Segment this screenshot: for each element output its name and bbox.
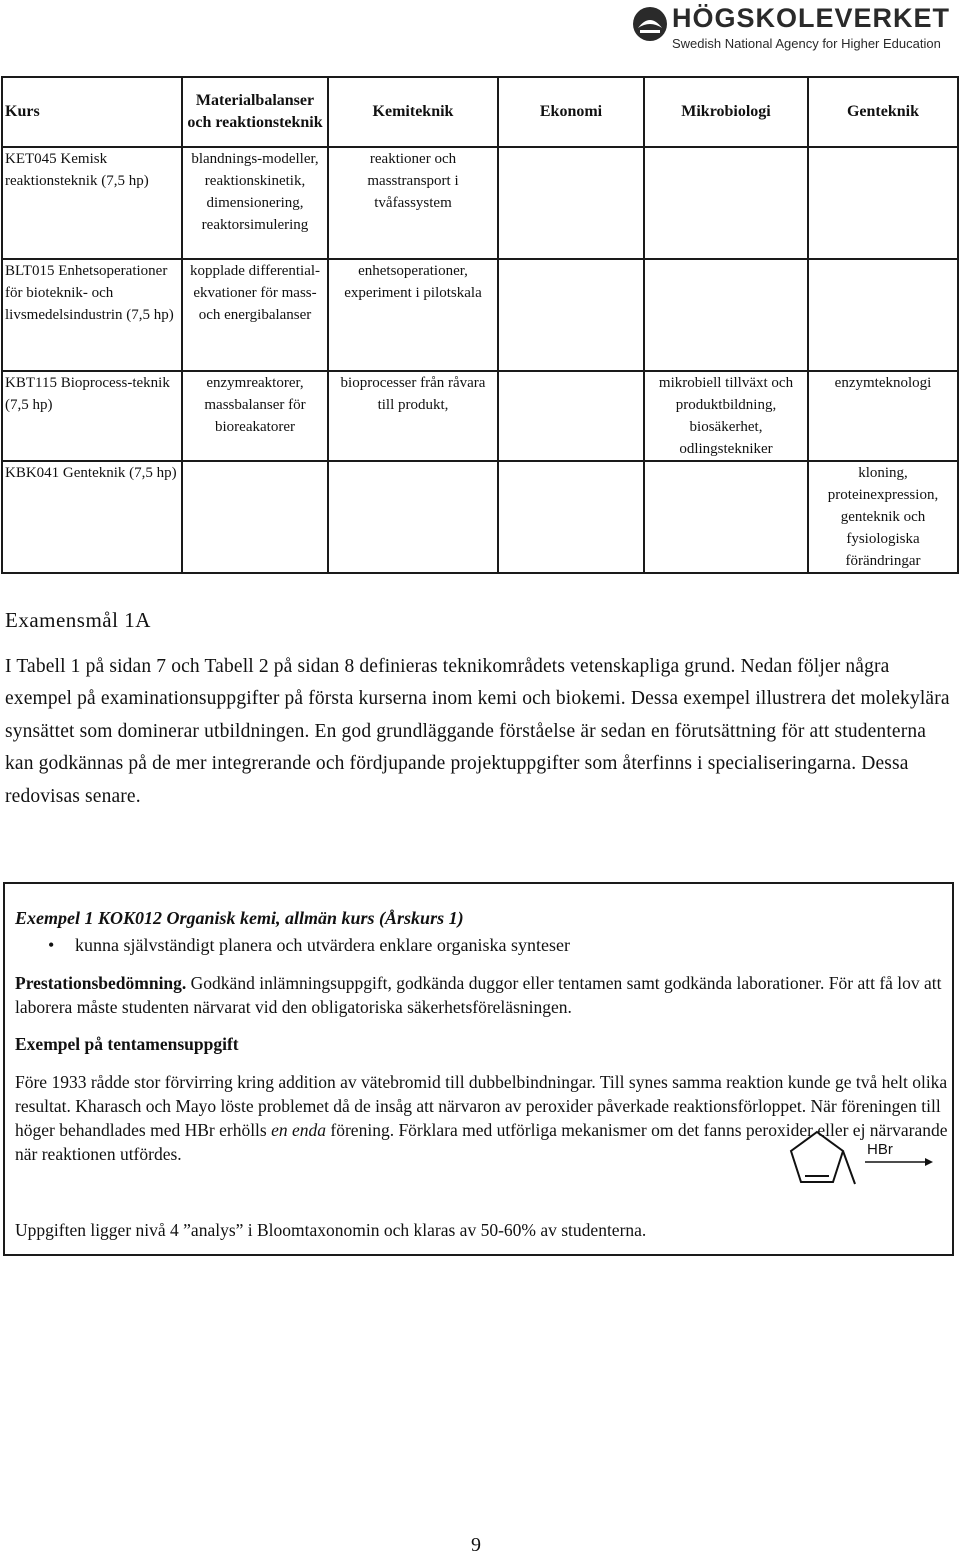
ekonomi-cell bbox=[498, 461, 644, 573]
genteknik-cell bbox=[808, 147, 958, 259]
table-header-row bbox=[2, 77, 958, 147]
table-row bbox=[2, 371, 958, 461]
logo-subtitle: Swedish National Agency for Higher Education bbox=[672, 36, 941, 51]
header-genteknik: Genteknik bbox=[808, 77, 958, 147]
table-row bbox=[2, 147, 958, 259]
course-cell: KBT115 Bioprocess-teknik (7,5 hp) bbox=[2, 371, 182, 461]
materialbalanser-cell bbox=[182, 461, 328, 573]
exam-heading: Exempel på tentamensuppgift bbox=[15, 1034, 239, 1054]
materialbalanser-cell: kopplade differential-ekvationer för mass- och energibalanser bbox=[182, 259, 328, 371]
page-number: 9 bbox=[471, 1534, 481, 1556]
example-box bbox=[3, 882, 954, 1256]
course-table bbox=[1, 76, 959, 574]
kemiteknik-cell bbox=[328, 461, 498, 573]
assessment-label: Prestationsbedömning. bbox=[15, 973, 187, 993]
logo-name: HÖGSKOLEVERKET bbox=[672, 3, 951, 33]
ekonomi-cell bbox=[498, 371, 644, 461]
header-kurs: Kurs bbox=[2, 77, 182, 147]
header-materialbalanser: Materialbalanser och reaktionsteknik bbox=[182, 77, 328, 147]
exam-text-1: Före 1933 rådde stor förvirring kring addition av vätebromid till dubbelbindningar. Till synes samma reaktion kunde ge två helt olika resultat. Kharasch och Mayo löste problemet då de insåg att närvaron av peroxider påverkade reaktionsförloppet. När föreningen till höger behandlades med HBr erhölls bbox=[15, 1072, 948, 1140]
genteknik-cell: enzymteknologi bbox=[808, 371, 958, 461]
course-cell: KET045 Kemisk reaktionsteknik (7,5 hp) bbox=[2, 147, 182, 259]
mikrobiologi-cell bbox=[644, 461, 808, 573]
header-ekonomi: Ekonomi bbox=[498, 77, 644, 147]
genteknik-cell bbox=[808, 259, 958, 371]
course-cell: BLT015 Enhetsoperationer för bioteknik- och livsmedelsindustrin (7,5 hp) bbox=[2, 259, 182, 371]
section-paragraph: I Tabell 1 på sidan 7 och Tabell 2 på sidan 8 definieras teknikområdets vetenskapliga grund. Nedan följer några exempel på examinationsuppgifter på första kurserna inom kemi och biokemi. Dessa exempel illustrera det molekylära synsättet som dominerar utbildningen. En god grundläggande förståelse är sedan en förutsättning för att studenterna kan godkännas på de mer integrerande och fördjupande projektuppgifter som återfinns i specialiseringarna. Dessa redovisas senare. bbox=[5, 656, 950, 807]
kemiteknik-cell: enhetsoperationer, experiment i pilotskala bbox=[328, 259, 498, 371]
agency-emblem-icon bbox=[632, 2, 668, 46]
exam-text-2: förening. Förklara med utförliga mekanismer om det fanns peroxider eller ej närvarande när reaktionen utfördes. bbox=[15, 1120, 948, 1164]
exam-italic: en enda bbox=[271, 1120, 327, 1140]
materialbalanser-cell: enzymreaktorer, massbalanser för bioreakatorer bbox=[182, 371, 328, 461]
kemiteknik-cell: bioprocesser från råvara till produkt, bbox=[328, 371, 498, 461]
ekonomi-cell bbox=[498, 147, 644, 259]
table-row bbox=[2, 461, 958, 573]
section-title: Examensmål 1A bbox=[5, 608, 151, 632]
cyclopentene-structure-icon bbox=[775, 1124, 935, 1214]
assessment-text: Godkänd inlämningsuppgift, godkända duggor eller tentamen samt godkända laborationer. För att få lov att laborera måste studenten närvarat vid den obligatoriska säkerhetsföreläsningen. bbox=[15, 973, 942, 1017]
reagent-label: HBr bbox=[867, 1141, 893, 1158]
course-cell: KBK041 Genteknik (7,5 hp) bbox=[2, 461, 182, 573]
header-kemiteknik: Kemiteknik bbox=[328, 77, 498, 147]
mikrobiologi-cell bbox=[644, 147, 808, 259]
genteknik-cell: kloning, proteinexpression, genteknik och fysiologiska förändringar bbox=[808, 461, 958, 573]
bullet-icon: • bbox=[48, 935, 55, 955]
example-bullet: kunna självständigt planera och utvärdera enklare organiska synteser bbox=[75, 935, 570, 955]
kemiteknik-cell: reaktioner och masstransport i tvåfassystem bbox=[328, 147, 498, 259]
hogskoleverket-logo bbox=[632, 2, 960, 54]
assessment-paragraph bbox=[15, 971, 945, 1019]
level-text: Uppgiften ligger nivå 4 ”analys” i Bloomtaxonomin och klaras av 50-60% av studenterna. bbox=[15, 1220, 647, 1240]
materialbalanser-cell: blandnings-modeller, reaktionskinetik, dimensionering, reaktorsimulering bbox=[182, 147, 328, 259]
ekonomi-cell bbox=[498, 259, 644, 371]
mikrobiologi-cell bbox=[644, 259, 808, 371]
table-row bbox=[2, 259, 958, 371]
mikrobiologi-cell: mikrobiell tillväxt och produktbildning, biosäkerhet, odlingstekniker bbox=[644, 371, 808, 461]
header-mikrobiologi: Mikrobiologi bbox=[644, 77, 808, 147]
example-title: Exempel 1 KOK012 Organisk kemi, allmän kurs (Årskurs 1) bbox=[15, 908, 464, 928]
